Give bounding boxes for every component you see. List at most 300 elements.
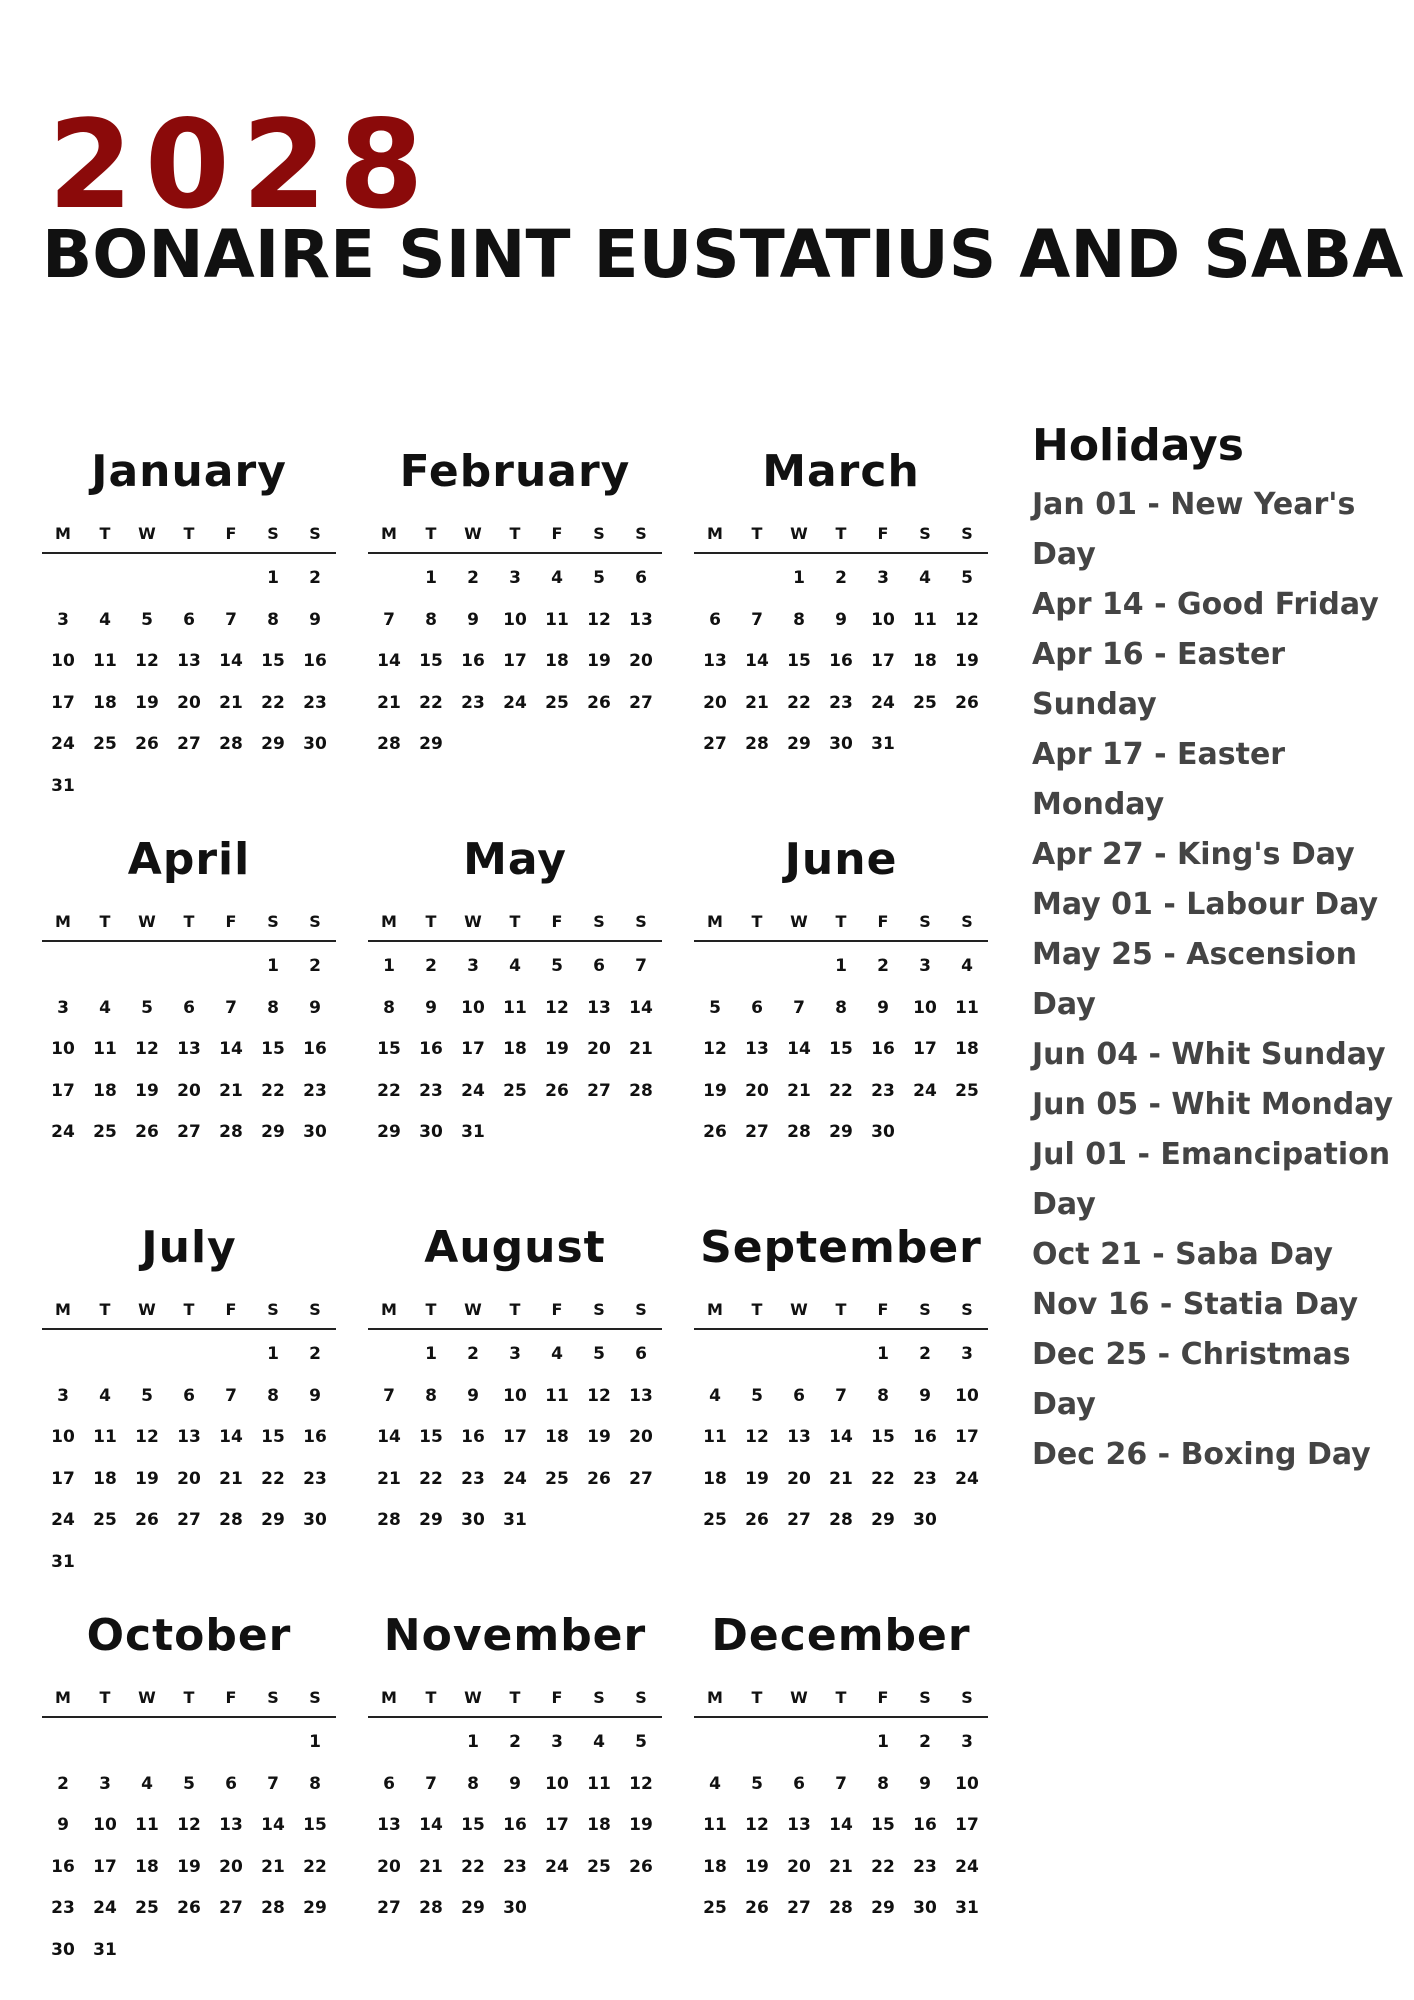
- day-cell: 17: [503, 1427, 527, 1447]
- day-cell: 27: [177, 734, 201, 754]
- month-name: July: [141, 1222, 237, 1273]
- day-cell: 20: [219, 1856, 243, 1877]
- holiday-item: Apr 17 - Easter Monday: [1032, 737, 1286, 822]
- weekday-label: T: [509, 524, 521, 543]
- weekday-label: W: [138, 524, 156, 543]
- month-name: November: [383, 1610, 647, 1661]
- day-cell: 21: [219, 692, 243, 713]
- weekday-header: [694, 516, 988, 554]
- weekday-label: W: [790, 1688, 808, 1707]
- day-cell: 4: [141, 1773, 153, 1794]
- day-cell: 29: [829, 1122, 853, 1142]
- weekday-label: F: [551, 1688, 563, 1707]
- day-cell: 24: [503, 1468, 527, 1489]
- holiday-item: May 25 - Ascension Day: [1032, 937, 1357, 1022]
- empty-day-cell: [84, 558, 126, 600]
- weekday-label: M: [55, 912, 71, 931]
- day-cell: 3: [961, 1344, 973, 1364]
- day-cell: 30: [829, 734, 853, 754]
- day-cell: 27: [587, 1080, 611, 1101]
- month-name: August: [424, 1222, 606, 1273]
- day-cell: 18: [93, 692, 117, 713]
- day-cell: 16: [913, 1427, 937, 1447]
- empty-day-cell: [42, 1334, 84, 1376]
- day-cell: 6: [709, 609, 721, 630]
- day-cell: 15: [419, 651, 443, 671]
- day-cell: 24: [955, 1468, 979, 1489]
- day-cell: 24: [871, 692, 895, 713]
- day-cell: 12: [955, 609, 979, 630]
- day-cell: 26: [703, 1122, 727, 1142]
- weekday-label: T: [425, 524, 437, 543]
- day-cell: 8: [383, 997, 395, 1018]
- day-cell: 17: [545, 1815, 569, 1835]
- day-cell: 14: [829, 1427, 853, 1447]
- weekday-label: S: [919, 912, 931, 931]
- day-cell: 30: [913, 1510, 937, 1530]
- day-cell: 20: [787, 1468, 811, 1489]
- day-cell: 11: [545, 609, 569, 630]
- day-cell: 3: [57, 997, 69, 1018]
- day-cell: 30: [419, 1122, 443, 1142]
- day-cell: 1: [267, 568, 279, 588]
- day-cell: 13: [177, 651, 201, 671]
- day-cell: 1: [309, 1732, 321, 1752]
- day-cell: 10: [503, 1385, 527, 1406]
- day-cell: 9: [57, 1815, 69, 1835]
- day-cell: 11: [703, 1815, 727, 1835]
- day-cell: 12: [545, 997, 569, 1018]
- day-cell: 4: [99, 997, 111, 1018]
- day-cell: 24: [51, 1510, 75, 1530]
- month-name: December: [711, 1610, 971, 1661]
- day-cell: 29: [871, 1510, 895, 1530]
- day-cell: 21: [377, 692, 401, 713]
- day-cell: 13: [177, 1427, 201, 1447]
- day-cell: 1: [835, 956, 847, 976]
- day-cell: 18: [503, 1039, 527, 1059]
- day-cell: 29: [461, 1898, 485, 1918]
- weekday-label: W: [464, 1300, 482, 1319]
- weekday-label: T: [425, 1300, 437, 1319]
- empty-day-cell: [84, 1722, 126, 1764]
- day-cell: 1: [793, 568, 805, 588]
- weekday-label: S: [267, 912, 279, 931]
- day-cell: 30: [51, 1939, 75, 1960]
- day-cell: 26: [177, 1898, 201, 1918]
- day-cell: 10: [461, 997, 485, 1018]
- day-cell: 14: [261, 1815, 285, 1835]
- day-cell: 13: [377, 1815, 401, 1835]
- day-cell: 6: [383, 1773, 395, 1794]
- weekday-label: M: [707, 524, 723, 543]
- weekday-label: S: [961, 912, 973, 931]
- day-cell: 23: [419, 1080, 443, 1101]
- empty-day-cell: [210, 946, 252, 988]
- day-cell: 10: [955, 1385, 979, 1406]
- day-cell: 25: [703, 1898, 727, 1918]
- day-cell: 19: [177, 1856, 201, 1877]
- day-cell: 13: [177, 1039, 201, 1059]
- weekday-label: S: [635, 1688, 647, 1707]
- day-cell: 31: [93, 1939, 117, 1960]
- weekday-label: S: [309, 1688, 321, 1707]
- weekday-header: [694, 1680, 988, 1718]
- weekday-label: S: [309, 524, 321, 543]
- day-cell: 22: [461, 1856, 485, 1877]
- day-cell: 14: [219, 1427, 243, 1447]
- month-name: June: [784, 834, 898, 885]
- day-cell: 17: [93, 1856, 117, 1877]
- day-cell: 15: [261, 1427, 285, 1447]
- day-cell: 7: [425, 1773, 437, 1794]
- day-cell: 25: [503, 1080, 527, 1101]
- day-cell: 2: [509, 1732, 521, 1752]
- day-cell: 27: [219, 1898, 243, 1918]
- day-grid: [368, 1334, 662, 1542]
- day-cell: 22: [419, 692, 443, 713]
- holiday-item: Jan 01 - New Year's Day: [1032, 487, 1356, 572]
- day-cell: 17: [871, 651, 895, 671]
- day-cell: 14: [219, 1039, 243, 1059]
- empty-day-cell: [84, 946, 126, 988]
- day-cell: 15: [829, 1039, 853, 1059]
- month-december: [694, 1606, 988, 1994]
- day-cell: 25: [93, 734, 117, 754]
- day-cell: 4: [551, 568, 563, 588]
- day-cell: 3: [99, 1773, 111, 1794]
- weekday-label: S: [919, 1300, 931, 1319]
- day-cell: 5: [593, 568, 605, 588]
- day-cell: 10: [955, 1773, 979, 1794]
- day-cell: 4: [99, 1385, 111, 1406]
- day-cell: 27: [177, 1510, 201, 1530]
- day-cell: 28: [219, 734, 243, 754]
- day-cell: 25: [545, 1468, 569, 1489]
- weekday-label: F: [551, 912, 563, 931]
- day-cell: 30: [503, 1898, 527, 1918]
- weekday-label: F: [225, 1300, 237, 1319]
- day-cell: 10: [51, 1427, 75, 1447]
- day-cell: 2: [57, 1773, 69, 1794]
- holiday-item: Apr 16 - Easter Sunday: [1032, 637, 1286, 722]
- day-cell: 8: [425, 609, 437, 630]
- weekday-label: T: [425, 1688, 437, 1707]
- weekday-header: [42, 904, 336, 942]
- day-cell: 7: [225, 997, 237, 1018]
- day-cell: 20: [587, 1039, 611, 1059]
- day-cell: 4: [709, 1773, 721, 1794]
- day-cell: 20: [177, 692, 201, 713]
- day-cell: 11: [93, 1427, 117, 1447]
- weekday-label: T: [509, 1688, 521, 1707]
- day-cell: 13: [787, 1427, 811, 1447]
- weekday-header: [42, 1292, 336, 1330]
- weekday-label: W: [790, 1300, 808, 1319]
- day-cell: 23: [303, 1468, 327, 1489]
- day-cell: 31: [955, 1898, 979, 1918]
- day-cell: 12: [745, 1815, 769, 1835]
- day-cell: 25: [587, 1856, 611, 1877]
- weekday-label: S: [919, 1688, 931, 1707]
- day-cell: 3: [919, 956, 931, 976]
- day-grid: [42, 558, 336, 807]
- day-cell: 30: [303, 1122, 327, 1142]
- month-january: [42, 442, 336, 830]
- empty-day-cell: [84, 1334, 126, 1376]
- empty-day-cell: [42, 1722, 84, 1764]
- day-cell: 27: [787, 1510, 811, 1530]
- day-cell: 11: [93, 651, 117, 671]
- month-july: [42, 1218, 336, 1606]
- day-cell: 20: [745, 1080, 769, 1101]
- day-cell: 10: [51, 651, 75, 671]
- day-cell: 7: [835, 1385, 847, 1406]
- weekday-label: S: [267, 524, 279, 543]
- month-name: October: [86, 1610, 292, 1661]
- day-cell: 5: [593, 1344, 605, 1364]
- day-cell: 1: [383, 956, 395, 976]
- day-cell: 13: [787, 1815, 811, 1835]
- day-cell: 12: [135, 1039, 159, 1059]
- day-cell: 8: [267, 609, 279, 630]
- day-cell: 23: [51, 1898, 75, 1918]
- day-cell: 7: [225, 1385, 237, 1406]
- weekday-header: [42, 1680, 336, 1718]
- day-cell: 17: [955, 1427, 979, 1447]
- day-cell: 17: [913, 1039, 937, 1059]
- weekday-label: W: [464, 1688, 482, 1707]
- day-cell: 9: [467, 1385, 479, 1406]
- day-cell: 23: [871, 1080, 895, 1101]
- day-cell: 22: [303, 1856, 327, 1877]
- day-cell: 8: [877, 1385, 889, 1406]
- day-cell: 13: [745, 1039, 769, 1059]
- holidays-panel: [1032, 418, 1404, 1480]
- day-cell: 25: [703, 1510, 727, 1530]
- day-cell: 19: [545, 1039, 569, 1059]
- day-cell: 27: [629, 1468, 653, 1489]
- day-cell: 3: [57, 1385, 69, 1406]
- weekday-label: M: [55, 524, 71, 543]
- day-cell: 1: [877, 1732, 889, 1752]
- day-cell: 6: [751, 997, 763, 1018]
- day-cell: 19: [703, 1080, 727, 1101]
- day-cell: 2: [309, 568, 321, 588]
- day-cell: 21: [629, 1039, 653, 1059]
- weekday-label: W: [464, 524, 482, 543]
- day-cell: 28: [377, 734, 401, 754]
- day-cell: 25: [93, 1122, 117, 1142]
- day-cell: 24: [913, 1080, 937, 1101]
- month-name: January: [91, 446, 287, 497]
- day-cell: 5: [141, 997, 153, 1018]
- day-cell: 4: [551, 1344, 563, 1364]
- day-cell: 9: [467, 609, 479, 630]
- day-cell: 16: [829, 651, 853, 671]
- weekday-label: S: [961, 524, 973, 543]
- weekday-header: [694, 1292, 988, 1330]
- day-cell: 12: [703, 1039, 727, 1059]
- month-name: April: [127, 834, 251, 885]
- month-august: [368, 1218, 662, 1606]
- day-cell: 11: [545, 1385, 569, 1406]
- day-cell: 11: [93, 1039, 117, 1059]
- day-cell: 19: [135, 1468, 159, 1489]
- month-march: [694, 442, 988, 830]
- day-cell: 3: [877, 568, 889, 588]
- day-cell: 13: [629, 609, 653, 630]
- day-cell: 3: [961, 1732, 973, 1752]
- empty-day-cell: [694, 558, 736, 600]
- weekday-label: S: [267, 1688, 279, 1707]
- day-cell: 20: [377, 1856, 401, 1877]
- holiday-item: Jul 01 - Emancipation Day: [1032, 1137, 1391, 1222]
- day-cell: 7: [383, 609, 395, 630]
- empty-day-cell: [736, 946, 778, 988]
- day-cell: 26: [629, 1856, 653, 1877]
- day-cell: 6: [793, 1385, 805, 1406]
- day-cell: 12: [177, 1815, 201, 1835]
- weekday-label: W: [138, 912, 156, 931]
- day-cell: 8: [267, 1385, 279, 1406]
- weekday-label: T: [99, 1688, 111, 1707]
- day-cell: 10: [503, 609, 527, 630]
- day-cell: 30: [461, 1510, 485, 1530]
- day-cell: 20: [177, 1468, 201, 1489]
- day-cell: 17: [503, 651, 527, 671]
- weekday-label: W: [138, 1688, 156, 1707]
- weekday-label: F: [877, 1300, 889, 1319]
- day-cell: 22: [787, 692, 811, 713]
- day-cell: 14: [419, 1815, 443, 1835]
- day-cell: 5: [709, 997, 721, 1018]
- day-cell: 3: [509, 1344, 521, 1364]
- empty-day-cell: [168, 1722, 210, 1764]
- day-cell: 21: [829, 1468, 853, 1489]
- day-cell: 11: [703, 1427, 727, 1447]
- day-cell: 29: [419, 1510, 443, 1530]
- day-cell: 11: [135, 1815, 159, 1835]
- weekday-label: S: [635, 1300, 647, 1319]
- day-cell: 2: [919, 1344, 931, 1364]
- day-cell: 22: [261, 692, 285, 713]
- months-grid: [42, 442, 988, 1994]
- weekday-label: M: [707, 1300, 723, 1319]
- day-cell: 28: [787, 1122, 811, 1142]
- day-cell: 20: [703, 692, 727, 713]
- day-cell: 24: [461, 1080, 485, 1101]
- day-cell: 25: [93, 1510, 117, 1530]
- weekday-header: [368, 1680, 662, 1718]
- day-cell: 15: [261, 1039, 285, 1059]
- weekday-label: T: [183, 1300, 195, 1319]
- day-cell: 5: [183, 1773, 195, 1794]
- weekday-label: T: [99, 524, 111, 543]
- empty-day-cell: [252, 1722, 294, 1764]
- weekday-label: S: [593, 524, 605, 543]
- day-grid: [42, 946, 336, 1154]
- day-cell: 19: [587, 1427, 611, 1447]
- weekday-label: S: [309, 912, 321, 931]
- day-cell: 21: [745, 692, 769, 713]
- day-cell: 16: [461, 651, 485, 671]
- day-cell: 27: [787, 1898, 811, 1918]
- day-cell: 23: [503, 1856, 527, 1877]
- empty-day-cell: [736, 1722, 778, 1764]
- holiday-item: Dec 26 - Boxing Day: [1032, 1437, 1371, 1472]
- holiday-list: [1032, 480, 1404, 1480]
- day-cell: 7: [225, 609, 237, 630]
- day-cell: 8: [309, 1773, 321, 1794]
- empty-day-cell: [210, 1334, 252, 1376]
- day-cell: 4: [509, 956, 521, 976]
- empty-day-cell: [126, 558, 168, 600]
- day-cell: 7: [835, 1773, 847, 1794]
- day-cell: 12: [745, 1427, 769, 1447]
- weekday-label: T: [509, 1300, 521, 1319]
- day-cell: 6: [183, 997, 195, 1018]
- empty-day-cell: [368, 1334, 410, 1376]
- day-cell: 17: [461, 1039, 485, 1059]
- weekday-label: F: [877, 912, 889, 931]
- day-cell: 5: [961, 568, 973, 588]
- weekday-label: F: [551, 524, 563, 543]
- day-cell: 9: [509, 1773, 521, 1794]
- empty-day-cell: [694, 1334, 736, 1376]
- day-cell: 28: [745, 734, 769, 754]
- weekday-label: S: [309, 1300, 321, 1319]
- day-cell: 23: [913, 1468, 937, 1489]
- holiday-item: Jun 04 - Whit Sunday: [1032, 1037, 1386, 1072]
- weekday-label: T: [425, 912, 437, 931]
- day-cell: 10: [871, 609, 895, 630]
- day-cell: 11: [955, 997, 979, 1018]
- weekday-label: M: [381, 1688, 397, 1707]
- weekday-label: F: [225, 912, 237, 931]
- month-name: May: [463, 834, 567, 885]
- day-cell: 7: [793, 997, 805, 1018]
- day-cell: 15: [377, 1039, 401, 1059]
- day-cell: 17: [51, 1468, 75, 1489]
- day-cell: 14: [219, 651, 243, 671]
- calendar-title: BONAIRE SINT EUSTATIUS AND SABA: [42, 216, 1404, 293]
- day-cell: 7: [383, 1385, 395, 1406]
- weekday-label: F: [225, 524, 237, 543]
- day-cell: 3: [57, 609, 69, 630]
- day-cell: 31: [51, 775, 75, 796]
- day-cell: 5: [551, 956, 563, 976]
- day-cell: 11: [503, 997, 527, 1018]
- day-cell: 11: [587, 1773, 611, 1794]
- day-cell: 26: [135, 734, 159, 754]
- weekday-label: T: [751, 912, 763, 931]
- day-cell: 19: [955, 651, 979, 671]
- day-cell: 10: [51, 1039, 75, 1059]
- day-grid: [368, 558, 662, 766]
- weekday-label: T: [183, 1688, 195, 1707]
- day-cell: 9: [835, 609, 847, 630]
- day-cell: 2: [467, 568, 479, 588]
- weekday-label: W: [464, 912, 482, 931]
- day-cell: 9: [309, 1385, 321, 1406]
- day-cell: 22: [829, 1080, 853, 1101]
- day-cell: 6: [183, 1385, 195, 1406]
- weekday-label: S: [593, 912, 605, 931]
- weekday-label: F: [877, 1688, 889, 1707]
- day-cell: 26: [587, 1468, 611, 1489]
- day-cell: 2: [467, 1344, 479, 1364]
